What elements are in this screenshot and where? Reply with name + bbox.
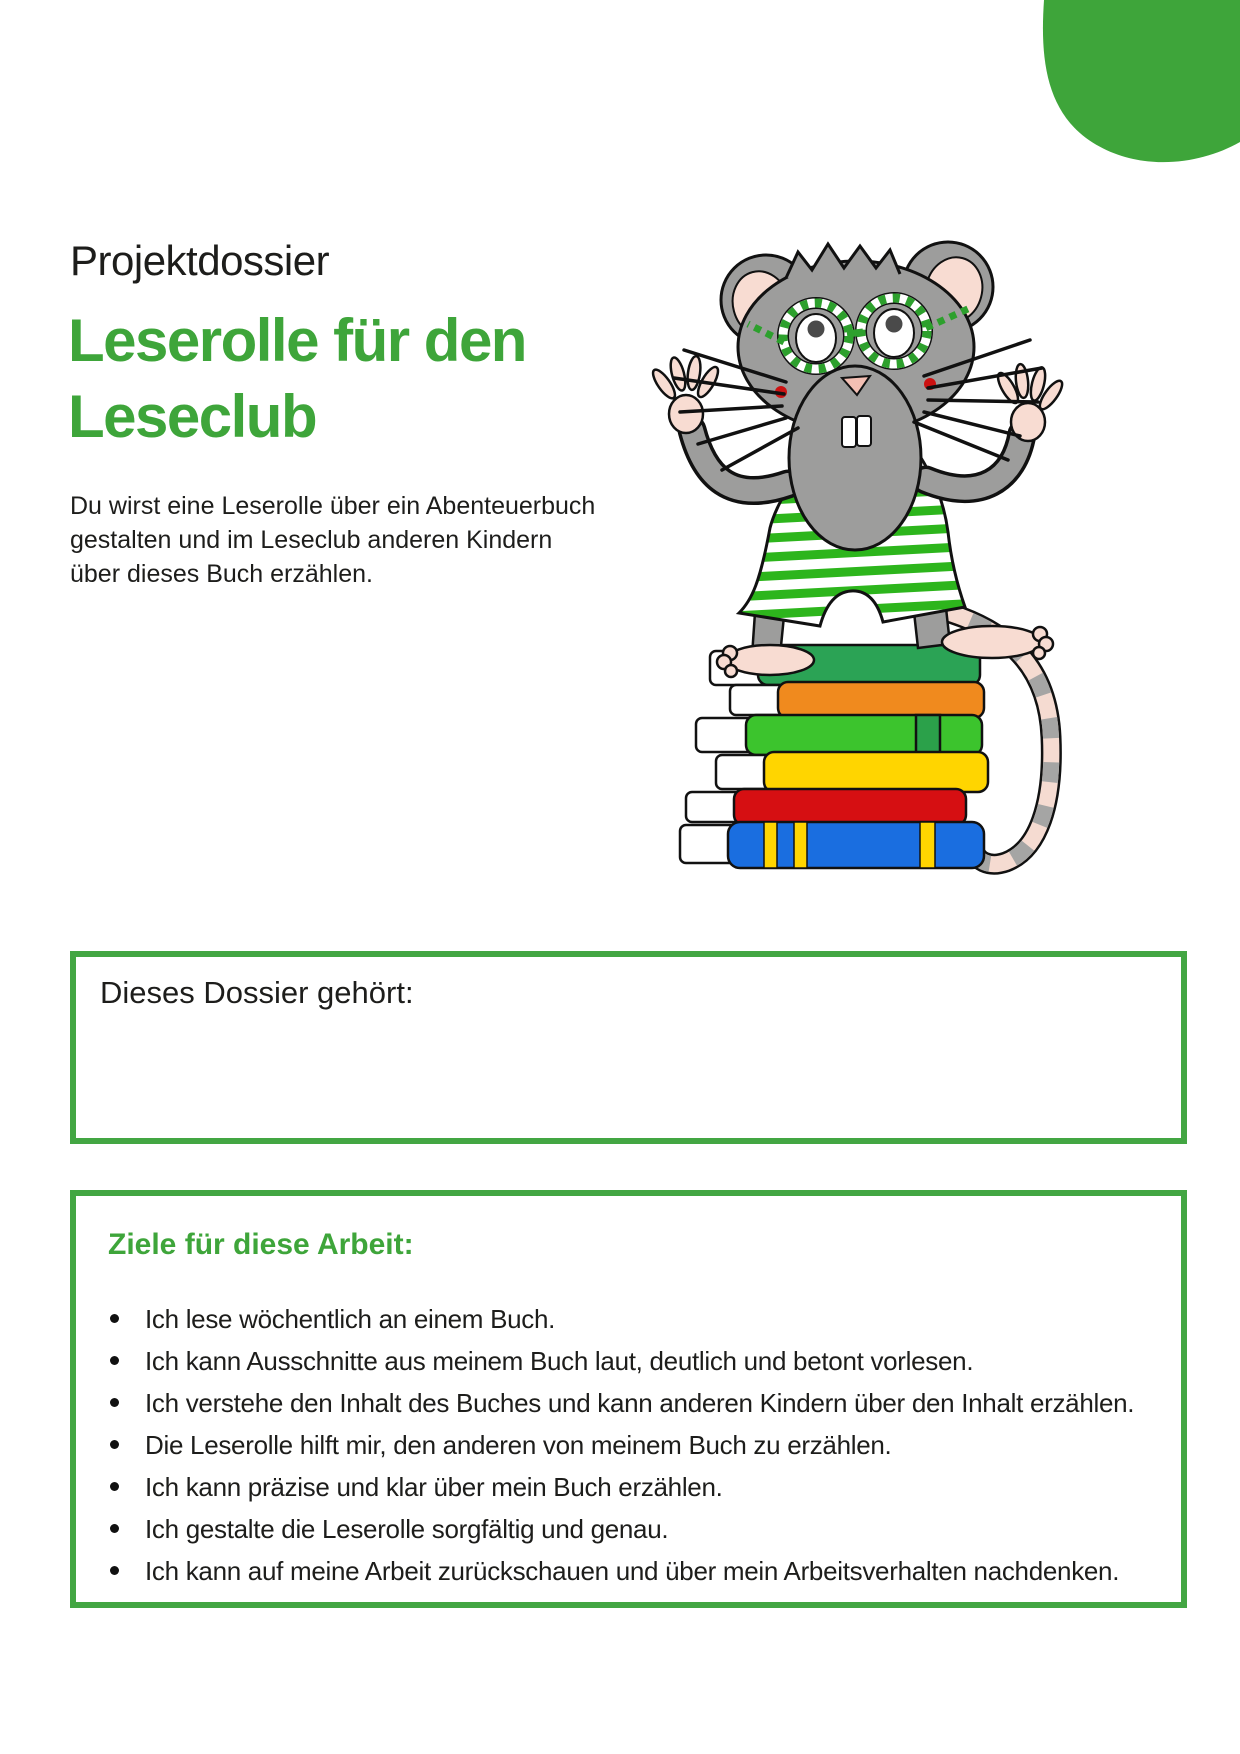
book-spine-red <box>734 789 966 825</box>
page-title-line2: Leseclub <box>68 383 317 450</box>
intro-line2: gestalten und im Leseclub anderen Kindern <box>70 526 553 554</box>
goal-item-text: Ich lese wöchentlich an einem Buch. <box>145 1304 556 1334</box>
bullet-icon <box>110 1566 119 1575</box>
goal-item <box>102 1382 1151 1424</box>
book-stack <box>680 645 988 868</box>
goal-item-text: Ich verstehe den Inhalt des Buches und kann anderen Kindern über den Inhalt erzählen. <box>145 1388 1135 1418</box>
intro-line3: über dieses Buch erzählen. <box>70 560 373 588</box>
book-stripe <box>764 822 777 868</box>
goal-item <box>102 1466 1151 1508</box>
book-stripe <box>920 822 935 868</box>
goal-item-text: Ich gestalte die Leserolle sorgfältig und genau. <box>145 1514 669 1544</box>
owner-box-label: Dieses Dossier gehört: <box>100 975 414 1010</box>
book-spine-green <box>746 715 982 755</box>
intro-line1: Du wirst eine Leserolle über ein Abenteuerbuch <box>70 492 596 520</box>
bullet-icon <box>110 1440 119 1449</box>
book-spine-orange <box>778 682 984 718</box>
goal-item-text: Die Leserolle hilft mir, den anderen von meinem Buch zu erzählen. <box>145 1430 892 1460</box>
book-stripe <box>794 822 807 868</box>
mouse-on-books-illustration <box>618 232 1088 882</box>
owner-box <box>70 951 1187 1144</box>
goal-item <box>102 1550 1151 1592</box>
goals-box <box>70 1190 1187 1608</box>
corner-blob-decoration <box>1040 0 1240 170</box>
corner-blob-shape <box>1043 0 1240 162</box>
book-spine-yellow <box>764 752 988 792</box>
goal-item-text: Ich kann Ausschnitte aus meinem Buch laut, deutlich und betont vorlesen. <box>145 1346 974 1376</box>
goals-list <box>76 1298 1181 1592</box>
goal-item <box>102 1298 1151 1340</box>
goals-heading: Ziele für diese Arbeit: <box>108 1228 414 1261</box>
bullet-icon <box>110 1482 119 1491</box>
page-title-line1: Leserolle für den <box>68 307 526 374</box>
mouse-tooth <box>842 417 856 447</box>
bullet-icon <box>110 1314 119 1323</box>
page-title <box>68 303 526 455</box>
goal-item-text: Ich kann präzise und klar über mein Buch erzählen. <box>145 1472 723 1502</box>
mouse-tooth <box>857 416 871 446</box>
bullet-icon <box>110 1398 119 1407</box>
goal-item <box>102 1508 1151 1550</box>
goal-item <box>102 1424 1151 1466</box>
goal-item-text: Ich kann auf meine Arbeit zurückschauen und über mein Arbeitsverhalten nachdenken. <box>145 1556 1120 1586</box>
bullet-icon <box>110 1356 119 1365</box>
book-band <box>916 715 940 755</box>
page-kicker: Projektdossier <box>70 237 330 284</box>
goal-item <box>102 1340 1151 1382</box>
intro-paragraph <box>70 489 595 591</box>
bullet-icon <box>110 1524 119 1533</box>
